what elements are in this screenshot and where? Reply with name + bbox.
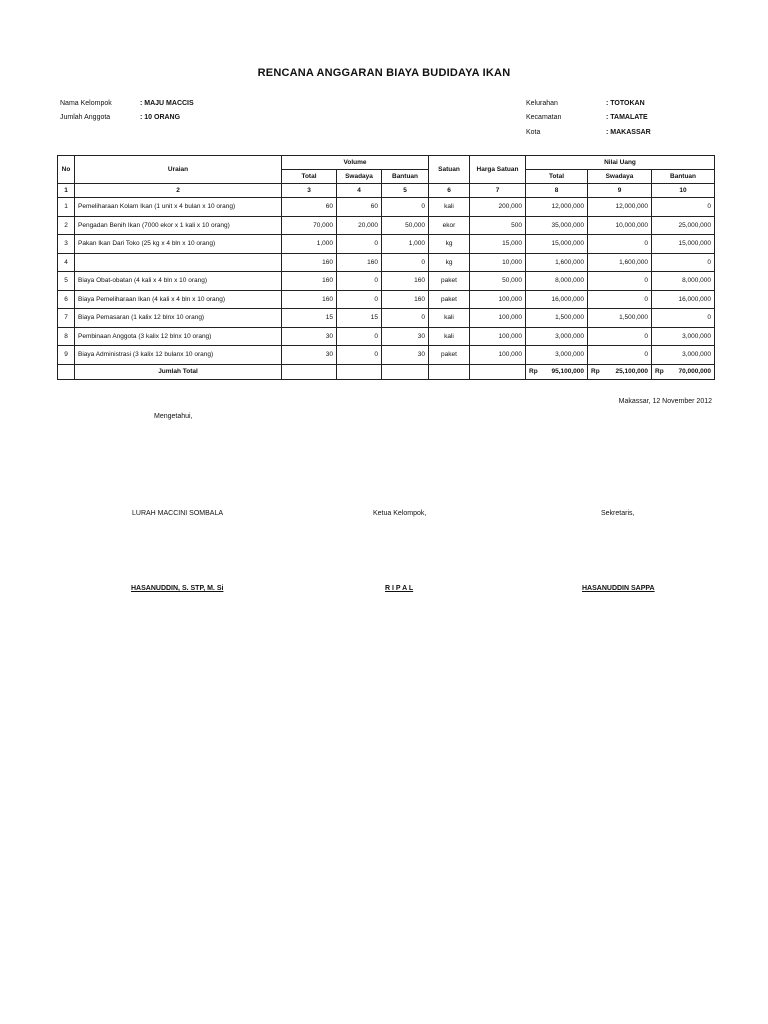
row-nilai-swadaya: 0 xyxy=(588,235,652,254)
acknowledged-label: Mengetahui, xyxy=(154,413,193,420)
row-volume-bantuan: 30 xyxy=(382,327,429,346)
row-volume-swadaya: 0 xyxy=(337,327,382,346)
row-nilai-total: 3,000,000 xyxy=(526,346,588,365)
total-row xyxy=(58,364,715,379)
row-volume-total: 160 xyxy=(282,272,337,291)
total-label: Jumlah Total xyxy=(75,364,282,379)
column-number: 7 xyxy=(470,184,526,198)
place-date: Makassar, 12 November 2012 xyxy=(618,398,712,405)
header-volume-bantuan: Bantuan xyxy=(382,170,429,184)
table-row xyxy=(58,346,715,365)
row-satuan: paket xyxy=(429,272,470,291)
row-nilai-bantuan: 3,000,000 xyxy=(652,346,715,365)
table-row xyxy=(58,198,715,217)
total-nilai-total xyxy=(526,364,588,379)
table-body xyxy=(58,198,715,365)
row-satuan: kali xyxy=(429,309,470,328)
row-volume-swadaya: 0 xyxy=(337,346,382,365)
info-kelurahan xyxy=(526,100,645,107)
total-empty-cell xyxy=(282,364,337,379)
total-nilai-bantuan xyxy=(652,364,715,379)
row-nilai-swadaya: 12,000,000 xyxy=(588,198,652,217)
info-value: : MAJU MACCIS xyxy=(140,100,194,107)
left-signer-name: HASANUDDIN, S. STP, M. Si xyxy=(131,585,224,592)
column-number: 1 xyxy=(58,184,75,198)
document-title: RENCANA ANGGARAN BIAYA BUDIDAYA IKAN xyxy=(257,67,511,79)
table-row xyxy=(58,235,715,254)
row-harga-satuan: 50,000 xyxy=(470,272,526,291)
info-value: : 10 ORANG xyxy=(140,114,181,121)
row-nilai-swadaya: 1,600,000 xyxy=(588,253,652,272)
amount: 70,000,000 xyxy=(678,368,712,375)
currency-label: Rp xyxy=(655,368,664,375)
row-nilai-bantuan: 8,000,000 xyxy=(652,272,715,291)
row-uraian: Biaya Administrasi (3 kalix 12 bulanx 10 orang) xyxy=(75,346,282,365)
info-jumlah-anggota xyxy=(60,114,180,121)
row-nilai-swadaya: 0 xyxy=(588,290,652,309)
row-nilai-bantuan: 16,000,000 xyxy=(652,290,715,309)
row-no: 8 xyxy=(58,327,75,346)
header-satuan: Satuan xyxy=(429,156,470,184)
row-nilai-total: 8,000,000 xyxy=(526,272,588,291)
row-nilai-total: 1,600,000 xyxy=(526,253,588,272)
row-nilai-swadaya: 10,000,000 xyxy=(588,216,652,235)
total-empty-cell xyxy=(58,364,75,379)
row-nilai-total: 12,000,000 xyxy=(526,198,588,217)
info-value: : TOTOKAN xyxy=(606,100,645,107)
header-no: No xyxy=(58,156,75,184)
column-number: 2 xyxy=(75,184,282,198)
row-satuan: kali xyxy=(429,198,470,217)
row-nilai-bantuan: 3,000,000 xyxy=(652,327,715,346)
row-no: 1 xyxy=(58,198,75,217)
row-nilai-bantuan: 0 xyxy=(652,309,715,328)
row-nilai-swadaya: 0 xyxy=(588,327,652,346)
total-empty-cell xyxy=(470,364,526,379)
row-nilai-total: 1,500,000 xyxy=(526,309,588,328)
row-harga-satuan: 500 xyxy=(470,216,526,235)
column-number: 10 xyxy=(652,184,715,198)
column-number: 9 xyxy=(588,184,652,198)
row-nilai-total: 15,000,000 xyxy=(526,235,588,254)
middle-signer-name: R I P A L xyxy=(385,585,414,592)
row-nilai-total: 16,000,000 xyxy=(526,290,588,309)
table-row xyxy=(58,309,715,328)
row-harga-satuan: 100,000 xyxy=(470,290,526,309)
budget-table xyxy=(57,155,715,380)
header-nilai-bantuan: Bantuan xyxy=(652,170,715,184)
row-harga-satuan: 100,000 xyxy=(470,327,526,346)
row-volume-total: 160 xyxy=(282,290,337,309)
row-volume-swadaya: 20,000 xyxy=(337,216,382,235)
row-volume-total: 30 xyxy=(282,327,337,346)
middle-signer-role: Ketua Kelompok, xyxy=(373,510,427,517)
row-uraian xyxy=(75,253,282,272)
row-nilai-swadaya: 0 xyxy=(588,346,652,365)
column-number-row xyxy=(58,184,715,198)
row-nilai-bantuan: 25,000,000 xyxy=(652,216,715,235)
table-row xyxy=(58,327,715,346)
row-uraian: Pembinaan Anggota (3 kalix 12 blnx 10 orang) xyxy=(75,327,282,346)
row-volume-swadaya: 60 xyxy=(337,198,382,217)
row-volume-swadaya: 0 xyxy=(337,290,382,309)
table-header-row xyxy=(58,156,715,170)
row-volume-bantuan: 160 xyxy=(382,272,429,291)
row-volume-total: 60 xyxy=(282,198,337,217)
header-nilai-swadaya: Swadaya xyxy=(588,170,652,184)
right-signer-role: Sekretaris, xyxy=(601,510,635,517)
row-harga-satuan: 15,000 xyxy=(470,235,526,254)
row-no: 9 xyxy=(58,346,75,365)
row-volume-bantuan: 0 xyxy=(382,309,429,328)
row-no: 7 xyxy=(58,309,75,328)
amount: 95,100,000 xyxy=(551,368,584,375)
row-nilai-bantuan: 15,000,000 xyxy=(652,235,715,254)
column-number: 8 xyxy=(526,184,588,198)
column-number: 3 xyxy=(282,184,337,198)
total-nilai-swadaya xyxy=(588,364,652,379)
row-volume-total: 1,000 xyxy=(282,235,337,254)
row-uraian: Pemeliharaan Kolam Ikan (1 unit x 4 bulan x 10 orang) xyxy=(75,198,282,217)
row-uraian: Pengadan Benih Ikan (7000 ekor x 1 kali x 10 orang) xyxy=(75,216,282,235)
row-volume-bantuan: 30 xyxy=(382,346,429,365)
row-no: 5 xyxy=(58,272,75,291)
info-kecamatan xyxy=(526,114,648,121)
header-harga-satuan: Harga Satuan xyxy=(470,156,526,184)
info-kota xyxy=(526,129,651,136)
currency-label: Rp xyxy=(529,368,538,375)
total-empty-cell xyxy=(429,364,470,379)
total-empty-cell xyxy=(337,364,382,379)
table-row xyxy=(58,272,715,291)
header-nilai-total: Total xyxy=(526,170,588,184)
info-label: Kota xyxy=(526,129,541,136)
row-uraian: Biaya Pemasaran (1 kalix 12 blnx 10 orang) xyxy=(75,309,282,328)
row-no: 2 xyxy=(58,216,75,235)
row-volume-swadaya: 15 xyxy=(337,309,382,328)
header-volume: Volume xyxy=(282,156,429,170)
header-nilai-uang: Nilai Uang xyxy=(526,156,715,170)
info-label: Kecamatan xyxy=(526,114,562,121)
table-row xyxy=(58,216,715,235)
info-label: Kelurahan xyxy=(526,100,558,107)
row-nilai-bantuan: 0 xyxy=(652,253,715,272)
column-number: 6 xyxy=(429,184,470,198)
row-satuan: paket xyxy=(429,346,470,365)
row-volume-bantuan: 50,000 xyxy=(382,216,429,235)
row-uraian: Biaya Pemeliharaan Ikan (4 kali x 4 bln x 10 orang) xyxy=(75,290,282,309)
row-nilai-total: 35,000,000 xyxy=(526,216,588,235)
row-no: 3 xyxy=(58,235,75,254)
row-satuan: paket xyxy=(429,290,470,309)
row-satuan: kali xyxy=(429,327,470,346)
row-volume-swadaya: 0 xyxy=(337,272,382,291)
info-nama-kelompok xyxy=(60,100,194,107)
info-value: : MAKASSAR xyxy=(606,129,651,136)
row-harga-satuan: 10,000 xyxy=(470,253,526,272)
row-nilai-total: 3,000,000 xyxy=(526,327,588,346)
info-value: : TAMALATE xyxy=(606,114,648,121)
table-row xyxy=(58,290,715,309)
row-volume-swadaya: 160 xyxy=(337,253,382,272)
right-signer-name: HASANUDDIN SAPPA xyxy=(582,585,655,592)
row-volume-bantuan: 0 xyxy=(382,253,429,272)
row-satuan: kg xyxy=(429,253,470,272)
header-uraian: Uraian xyxy=(75,156,282,184)
row-volume-bantuan: 0 xyxy=(382,198,429,217)
row-volume-total: 70,000 xyxy=(282,216,337,235)
left-signer-role: LURAH MACCINI SOMBALA xyxy=(132,510,224,517)
row-harga-satuan: 100,000 xyxy=(470,346,526,365)
row-nilai-swadaya: 1,500,000 xyxy=(588,309,652,328)
row-no: 4 xyxy=(58,253,75,272)
row-uraian: Pakan Ikan Dari Toko (25 kg x 4 bln x 10 orang) xyxy=(75,235,282,254)
table-row xyxy=(58,253,715,272)
header-volume-total: Total xyxy=(282,170,337,184)
row-volume-total: 15 xyxy=(282,309,337,328)
row-volume-swadaya: 0 xyxy=(337,235,382,254)
column-number: 5 xyxy=(382,184,429,198)
row-volume-total: 30 xyxy=(282,346,337,365)
row-uraian: Biaya Obat-obatan (4 kali x 4 bln x 10 orang) xyxy=(75,272,282,291)
row-satuan: kg xyxy=(429,235,470,254)
info-label: Jumlah Anggota xyxy=(60,114,111,121)
column-number: 4 xyxy=(337,184,382,198)
row-volume-total: 160 xyxy=(282,253,337,272)
row-volume-bantuan: 1,000 xyxy=(382,235,429,254)
info-label: Nama Kelompok xyxy=(60,100,112,107)
row-satuan: ekor xyxy=(429,216,470,235)
total-empty-cell xyxy=(382,364,429,379)
amount: 25,100,000 xyxy=(615,368,648,375)
row-no: 6 xyxy=(58,290,75,309)
currency-label: Rp xyxy=(591,368,600,375)
row-nilai-bantuan: 0 xyxy=(652,198,715,217)
row-harga-satuan: 100,000 xyxy=(470,309,526,328)
header-volume-swadaya: Swadaya xyxy=(337,170,382,184)
row-nilai-swadaya: 0 xyxy=(588,272,652,291)
row-harga-satuan: 200,000 xyxy=(470,198,526,217)
row-volume-bantuan: 160 xyxy=(382,290,429,309)
